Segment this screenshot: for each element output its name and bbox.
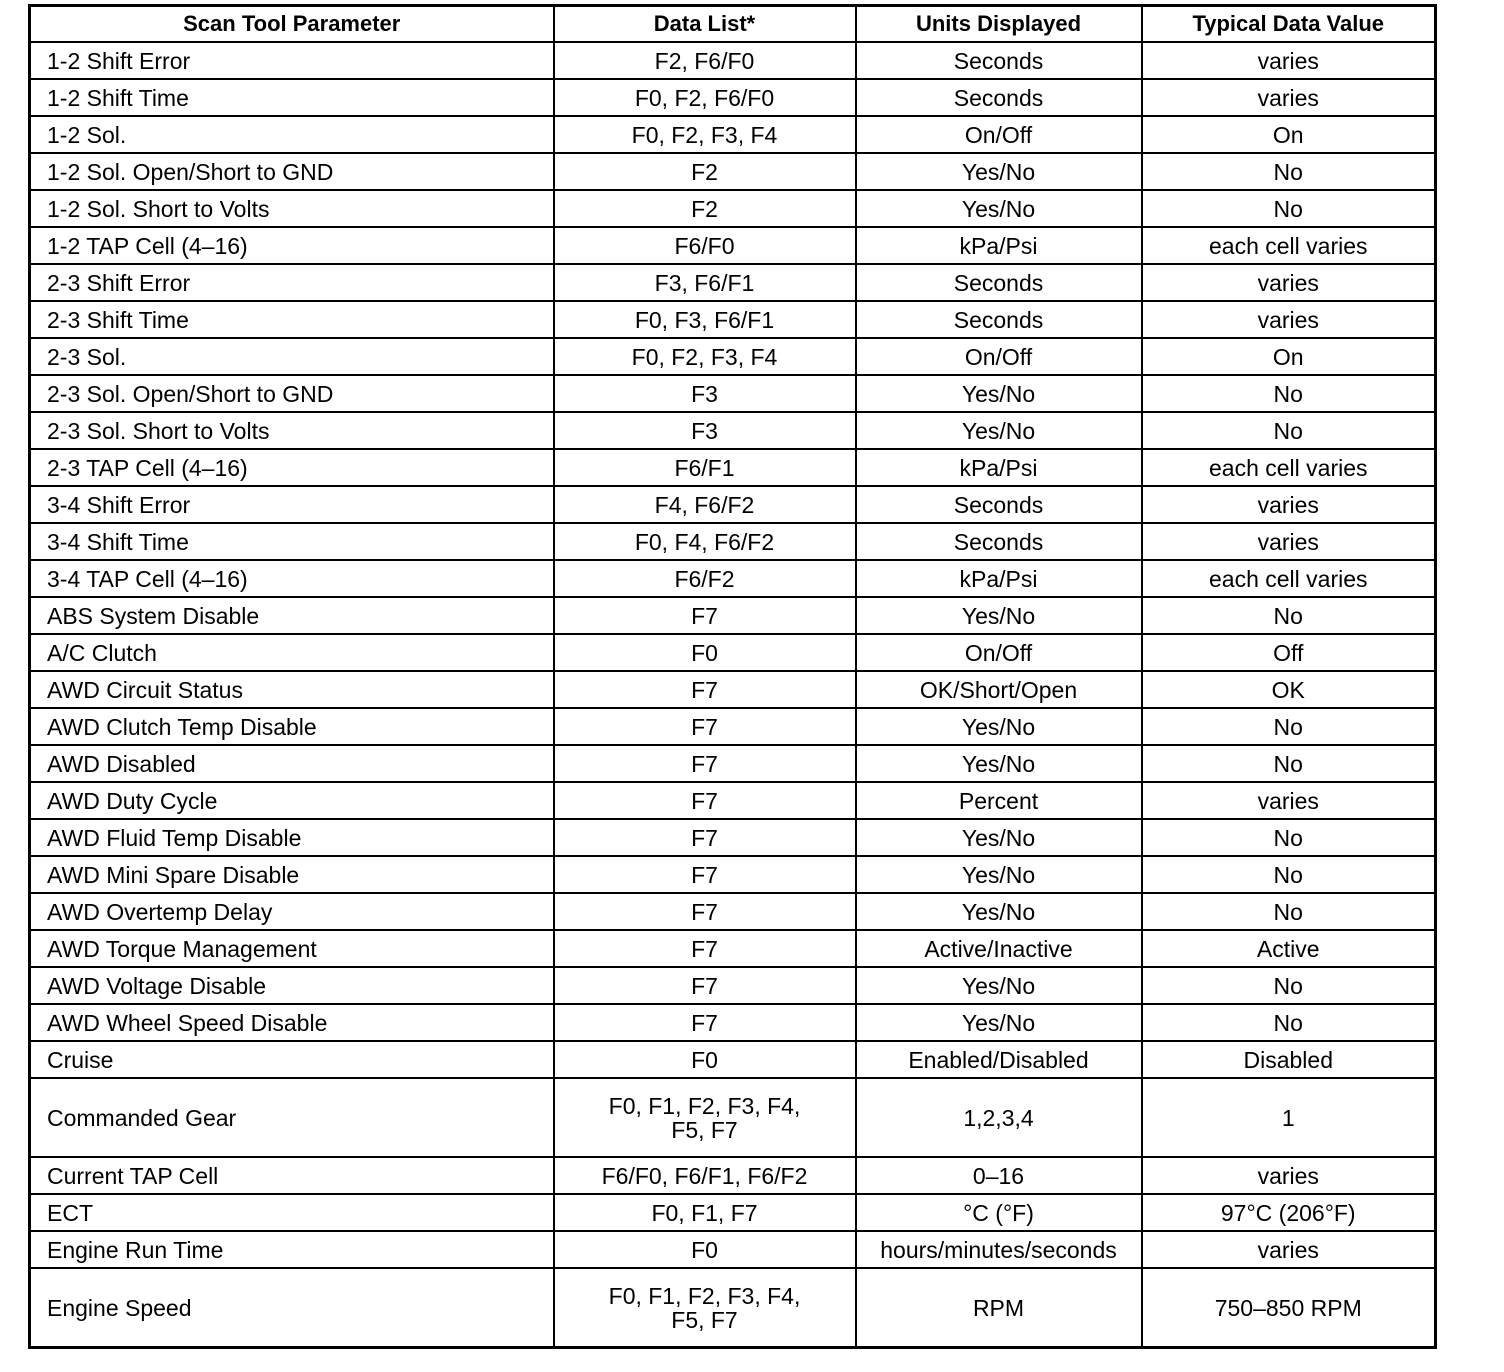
table-row <box>30 745 1436 782</box>
data-list-cell: F0, F2, F3, F4 <box>554 338 856 375</box>
data-list-cell: F7 <box>554 819 856 856</box>
data-list-cell: F6/F0 <box>554 227 856 264</box>
data-list-cell: F0, F4, F6/F2 <box>554 523 856 560</box>
data-list-cell: F3 <box>554 412 856 449</box>
table-row <box>30 708 1436 745</box>
table-row <box>30 375 1436 412</box>
typical-value-cell: No <box>1142 412 1436 449</box>
typical-value-cell: varies <box>1142 301 1436 338</box>
units-cell: Yes/No <box>856 819 1142 856</box>
param-cell: Engine Speed <box>30 1268 554 1348</box>
param-cell: 3-4 Shift Time <box>30 523 554 560</box>
data-list-cell: F7 <box>554 893 856 930</box>
units-cell: Yes/No <box>856 967 1142 1004</box>
table-row <box>30 153 1436 190</box>
param-cell: A/C Clutch <box>30 634 554 671</box>
units-cell: Yes/No <box>856 375 1142 412</box>
param-cell: AWD Torque Management <box>30 930 554 967</box>
param-cell: 3-4 Shift Error <box>30 486 554 523</box>
data-list-cell: F7 <box>554 856 856 893</box>
data-list-cell: F2, F6/F0 <box>554 42 856 79</box>
data-list-cell: F7 <box>554 782 856 819</box>
units-cell: Yes/No <box>856 597 1142 634</box>
data-list-cell: F7 <box>554 1004 856 1041</box>
param-cell: AWD Clutch Temp Disable <box>30 708 554 745</box>
typical-value-cell: No <box>1142 745 1436 782</box>
units-cell: Yes/No <box>856 1004 1142 1041</box>
data-list-cell: F3 <box>554 375 856 412</box>
table-row <box>30 486 1436 523</box>
data-list-cell: F0, F2, F3, F4 <box>554 116 856 153</box>
units-cell: Yes/No <box>856 745 1142 782</box>
typical-value-cell: each cell varies <box>1142 227 1436 264</box>
table-row <box>30 782 1436 819</box>
typical-value-cell: varies <box>1142 1231 1436 1268</box>
param-cell: 2-3 Sol. Open/Short to GND <box>30 375 554 412</box>
param-cell: Commanded Gear <box>30 1078 554 1157</box>
table-row <box>30 412 1436 449</box>
data-list-cell: F0, F2, F6/F0 <box>554 79 856 116</box>
param-cell: 1-2 Sol. <box>30 116 554 153</box>
table-row <box>30 79 1436 116</box>
units-cell: Yes/No <box>856 893 1142 930</box>
typical-value-cell: No <box>1142 819 1436 856</box>
param-cell: AWD Disabled <box>30 745 554 782</box>
param-cell: 1-2 Shift Error <box>30 42 554 79</box>
typical-value-cell: Disabled <box>1142 1041 1436 1078</box>
table-row <box>30 856 1436 893</box>
units-cell: Yes/No <box>856 412 1142 449</box>
param-cell: 1-2 Sol. Short to Volts <box>30 190 554 227</box>
typical-value-cell: On <box>1142 116 1436 153</box>
table-row <box>30 1004 1436 1041</box>
typical-value-cell: No <box>1142 375 1436 412</box>
param-cell: Cruise <box>30 1041 554 1078</box>
table-row <box>30 116 1436 153</box>
typical-value-cell: varies <box>1142 79 1436 116</box>
data-list-cell: F4, F6/F2 <box>554 486 856 523</box>
typical-value-cell: varies <box>1142 486 1436 523</box>
data-list-cell: F6/F2 <box>554 560 856 597</box>
data-list-cell: F7 <box>554 930 856 967</box>
units-cell: Enabled/Disabled <box>856 1041 1142 1078</box>
typical-value-cell: Off <box>1142 634 1436 671</box>
typical-value-cell: On <box>1142 338 1436 375</box>
data-list-cell: F7 <box>554 708 856 745</box>
table-row <box>30 523 1436 560</box>
table-row <box>30 1157 1436 1194</box>
typical-value-cell: varies <box>1142 42 1436 79</box>
typical-value-cell: No <box>1142 708 1436 745</box>
table-row <box>30 1268 1436 1348</box>
table-row <box>30 634 1436 671</box>
units-cell: Yes/No <box>856 190 1142 227</box>
data-list-cell: F6/F0, F6/F1, F6/F2 <box>554 1157 856 1194</box>
param-cell: 2-3 TAP Cell (4–16) <box>30 449 554 486</box>
units-cell: hours/minutes/seconds <box>856 1231 1142 1268</box>
data-list-cell: F7 <box>554 597 856 634</box>
table-row <box>30 190 1436 227</box>
units-cell: Yes/No <box>856 708 1142 745</box>
table-row <box>30 560 1436 597</box>
units-cell: OK/Short/Open <box>856 671 1142 708</box>
header-typical-data-value: Typical Data Value <box>1142 6 1436 43</box>
typical-value-cell: No <box>1142 893 1436 930</box>
data-list-cell: F0 <box>554 634 856 671</box>
typical-value-cell: No <box>1142 1004 1436 1041</box>
table-row <box>30 893 1436 930</box>
units-cell: Seconds <box>856 264 1142 301</box>
header-units-displayed: Units Displayed <box>856 6 1142 43</box>
table-row <box>30 1041 1436 1078</box>
units-cell: On/Off <box>856 338 1142 375</box>
typical-value-cell: No <box>1142 967 1436 1004</box>
units-cell: On/Off <box>856 634 1142 671</box>
param-cell: Engine Run Time <box>30 1231 554 1268</box>
typical-value-cell: 97°C (206°F) <box>1142 1194 1436 1231</box>
units-cell: Percent <box>856 782 1142 819</box>
data-list-cell: F0, F3, F6/F1 <box>554 301 856 338</box>
param-cell: AWD Voltage Disable <box>30 967 554 1004</box>
param-cell: ECT <box>30 1194 554 1231</box>
param-cell: 1-2 Shift Time <box>30 79 554 116</box>
units-cell: Active/Inactive <box>856 930 1142 967</box>
typical-value-cell: varies <box>1142 782 1436 819</box>
table-row <box>30 1078 1436 1157</box>
data-list-cell: F0 <box>554 1041 856 1078</box>
units-cell: °C (°F) <box>856 1194 1142 1231</box>
param-cell: AWD Duty Cycle <box>30 782 554 819</box>
typical-value-cell: No <box>1142 153 1436 190</box>
table-row <box>30 597 1436 634</box>
data-list-cell: F0, F1, F7 <box>554 1194 856 1231</box>
param-cell: AWD Fluid Temp Disable <box>30 819 554 856</box>
units-cell: kPa/Psi <box>856 560 1142 597</box>
param-cell: 3-4 TAP Cell (4–16) <box>30 560 554 597</box>
typical-value-cell: each cell varies <box>1142 560 1436 597</box>
param-cell: ABS System Disable <box>30 597 554 634</box>
table-row <box>30 42 1436 79</box>
param-cell: 1-2 TAP Cell (4–16) <box>30 227 554 264</box>
data-list-cell: F7 <box>554 745 856 782</box>
param-cell: 2-3 Shift Time <box>30 301 554 338</box>
typical-value-cell: OK <box>1142 671 1436 708</box>
units-cell: kPa/Psi <box>856 449 1142 486</box>
typical-value-cell: varies <box>1142 523 1436 560</box>
units-cell: RPM <box>856 1268 1142 1348</box>
table-row <box>30 1231 1436 1268</box>
typical-value-cell: Active <box>1142 930 1436 967</box>
typical-value-cell: varies <box>1142 1157 1436 1194</box>
typical-value-cell: each cell varies <box>1142 449 1436 486</box>
table-body <box>30 42 1436 1348</box>
table-row <box>30 930 1436 967</box>
table-header-row <box>30 6 1436 43</box>
typical-value-cell: varies <box>1142 264 1436 301</box>
units-cell: Seconds <box>856 42 1142 79</box>
header-scan-tool-parameter: Scan Tool Parameter <box>30 6 554 43</box>
param-cell: AWD Mini Spare Disable <box>30 856 554 893</box>
units-cell: Yes/No <box>856 153 1142 190</box>
param-cell: AWD Circuit Status <box>30 671 554 708</box>
table-row <box>30 227 1436 264</box>
param-cell: 1-2 Sol. Open/Short to GND <box>30 153 554 190</box>
units-cell: Seconds <box>856 79 1142 116</box>
typical-value-cell: No <box>1142 597 1436 634</box>
table-row <box>30 967 1436 1004</box>
param-cell: 2-3 Sol. <box>30 338 554 375</box>
data-list-cell: F2 <box>554 153 856 190</box>
units-cell: On/Off <box>856 116 1142 153</box>
units-cell: Seconds <box>856 301 1142 338</box>
param-cell: AWD Overtemp Delay <box>30 893 554 930</box>
header-data-list: Data List* <box>554 6 856 43</box>
units-cell: Seconds <box>856 486 1142 523</box>
units-cell: kPa/Psi <box>856 227 1142 264</box>
table-row <box>30 301 1436 338</box>
typical-value-cell: 750–850 RPM <box>1142 1268 1436 1348</box>
units-cell: 0–16 <box>856 1157 1142 1194</box>
typical-value-cell: No <box>1142 856 1436 893</box>
data-list-cell: F0 <box>554 1231 856 1268</box>
param-cell: 2-3 Sol. Short to Volts <box>30 412 554 449</box>
data-list-cell: F6/F1 <box>554 449 856 486</box>
units-cell: Seconds <box>856 523 1142 560</box>
units-cell: 1,2,3,4 <box>856 1078 1142 1157</box>
data-list-cell: F7 <box>554 671 856 708</box>
data-list-cell: F3, F6/F1 <box>554 264 856 301</box>
units-cell: Yes/No <box>856 856 1142 893</box>
table-row <box>30 338 1436 375</box>
table-row <box>30 1194 1436 1231</box>
data-list-cell: F0, F1, F2, F3, F4, F5, F7 <box>554 1268 856 1348</box>
table-row <box>30 264 1436 301</box>
param-cell: Current TAP Cell <box>30 1157 554 1194</box>
data-list-cell: F7 <box>554 967 856 1004</box>
table-row <box>30 819 1436 856</box>
typical-value-cell: No <box>1142 190 1436 227</box>
param-cell: AWD Wheel Speed Disable <box>30 1004 554 1041</box>
scan-tool-parameter-table <box>28 4 1437 1349</box>
data-list-cell: F2 <box>554 190 856 227</box>
table-row <box>30 671 1436 708</box>
data-list-cell: F0, F1, F2, F3, F4, F5, F7 <box>554 1078 856 1157</box>
table-row <box>30 449 1436 486</box>
typical-value-cell: 1 <box>1142 1078 1436 1157</box>
param-cell: 2-3 Shift Error <box>30 264 554 301</box>
